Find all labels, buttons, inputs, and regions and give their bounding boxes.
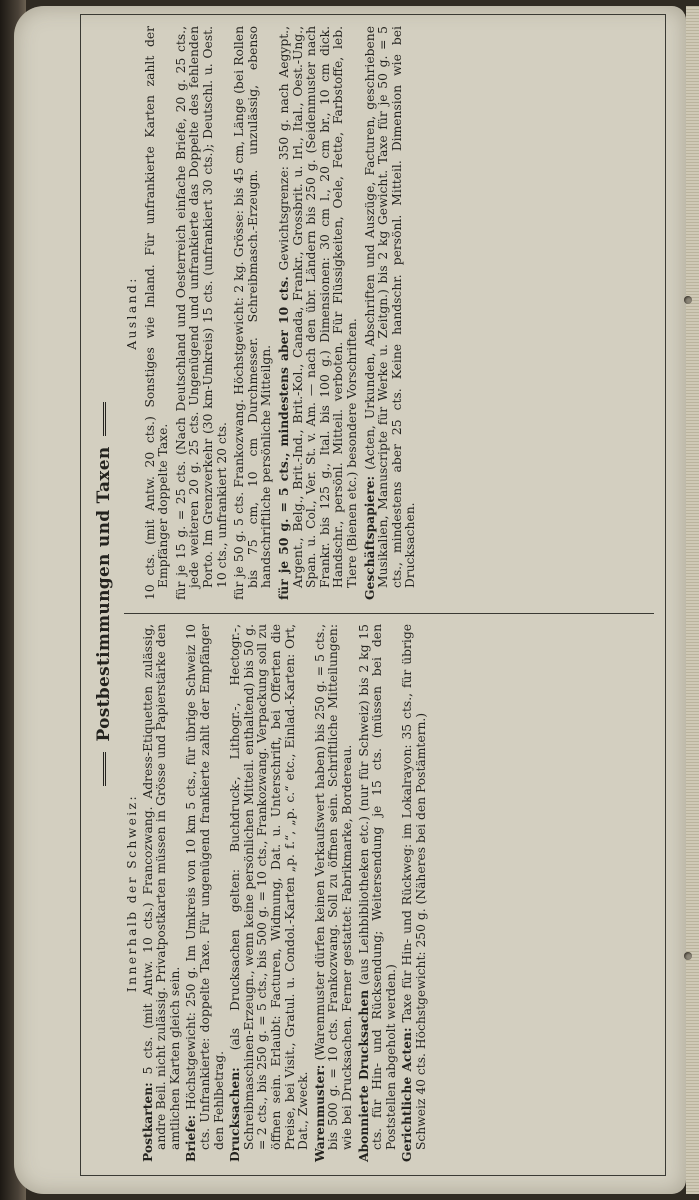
entry-term: Briefe: — [183, 1114, 199, 1162]
inland-heading: Innerhalb der Schweiz: — [125, 793, 139, 993]
entry-term: Postkarten: — [139, 1082, 155, 1162]
binding-hole — [684, 296, 692, 304]
entry-term: Geschäftspapiere: — [361, 475, 377, 600]
column-divider — [124, 612, 654, 614]
entry-term: Warenmuster: — [311, 1064, 327, 1162]
title-rule-right — [103, 402, 106, 436]
entry-text: Gewichtsgrenze: 350 g. nach Aegypt., Argent., Belg., Brit.-Ind., Brit.-Kol., Canada, Frankr., Grossbrit. u. Irl., Ital., Oest.-Ung., Span. u. Col., Ver. St. v. Am. — nach den übr. Ländern bis 250 g. (Seidenmuster nach Frankr. bis 125 g., Ital. bis 100 g.) Dimensionen: 30 cm l., 20 cm br., 10 cm dick. Handschr., persönl. Mitteil. verboten. Für Flüssigkeiten, Oele, Fette, Farbstoffe, leb. Tiere (Bienen etc.) besondere Vorschriften. — [276, 26, 359, 588]
entry-text: (Warenmuster dürfen keinen Verkaufswert haben) bis 250 g. = 5 cts., bis 500 g. = 10 cts. Frankozwang. Soll zu öffnen sein. Schriftliche Mitteilungen: wie bei Drucksachen. Ferner gestattet: Fabrikmarke, Bordereau. — [312, 624, 354, 1150]
entry-text: (aus Leihbibliotheken etc.) (nur für Schweiz) bis 2 kg 15 cts. für Hin- und Rücksendung; Weitersendung je 15 cts. (müssen bei den Poststellen abgeholt werden.) — [356, 623, 398, 1150]
entry-term: Drucksachen: — [227, 1067, 243, 1162]
entry-warenmuster-ausland — [277, 26, 360, 600]
inland-column — [126, 624, 430, 1162]
entry-briefe-ausland — [174, 26, 229, 600]
entry-term: Gerichtliche Acten: — [399, 1027, 415, 1162]
entry-drucksachen — [228, 624, 311, 1162]
entry-gerichtliche-acten — [400, 624, 428, 1162]
entry-postkarten — [141, 624, 183, 1162]
binding-hole — [684, 952, 692, 960]
entry-drucksachen-ausland — [232, 26, 274, 600]
entry-postkarten-ausland — [143, 26, 171, 600]
entry-text: (als Drucksachen gelten: Buchdruck-, Lithogr.-, Hectogr.-, Schreibmaschinen-Erzeugn., wenn keine persönlichen Mitteil. enthaltend) bis 50 g. = 2 cts., bis 250 g. = 5 cts., bis 500 g. = 10 cts., Frankozwang. Verpackung soll zu öffnen sein. Erlaubt: Facturen, Widmung, Dat. u. Unterschrift, bei Offerten die Preise, bei Visit., Gratul. u. Condol.-Karten „p. f.“, „p. c.“ etc., Einlad.-Karten: Ort, Dat., Zweck. — [228, 624, 311, 1150]
page-title — [84, 14, 124, 1174]
title-text: Postbestimmungen und Taxen — [94, 446, 114, 742]
entry-text: 10 cts. (mit Antw. 20 cts.) Sonstiges wie Inland. Für unfrankierte Karten zahlt der Empfänger doppelte Taxe. — [142, 26, 171, 600]
page-edge — [686, 6, 699, 1194]
entry-abonnierte-drucksachen — [357, 624, 399, 1162]
entry-text: (Acten, Urkunden, Abschriften und Auszüge, Facturen, geschriebene Musikalien, Manuscripte für Werke u. Zeitgn.) bis 2 kg Gewicht. Taxe für je 50 g. = 5 cts., mindestens aber 25 cts. Keine handschr. persönl. Mitteil. Dimension wie bei Drucksachen. — [362, 26, 418, 588]
rotated-content — [80, 14, 664, 1174]
entry-text: für je 50 g. 5 cts. Frankozwang. Höchstgewicht: 2 kg. Grösse: bis 45 cm, Länge (bei Rollen bis 75 cm, 10 cm Durchmesser. Schreibmasch.-Erzeugn. unzulässig, ebenso handschriftliche persönliche Mitteilgn. — [232, 26, 274, 600]
abroad-column — [126, 26, 420, 600]
entry-term: für je 50 g. = 5 cts., mindestens aber 10 cts. — [275, 276, 291, 600]
abroad-heading: Ausland: — [125, 276, 139, 350]
entry-geschaeftspapiere — [363, 26, 418, 600]
entry-text: Taxe für Hin- und Rückweg: im Lokalrayon: 35 cts., für übrige Schweiz 40 cts. Höchstgewicht: 250 g. (Näheres bei den Postämtern.) — [400, 624, 428, 1150]
title-rule-left — [103, 752, 106, 786]
entry-warenmuster — [313, 624, 355, 1162]
entry-text: 5 cts. (mit Antw. 10 cts.) Francozwang. Adress-Etiquetten zulässig, andre Beil. nicht zulässig. Privatpostkarten müssen in Grösse und Papierstärke den amtlichen Karten gleich sein. — [140, 624, 182, 1150]
entry-term: Abonnierte Drucksachen — [355, 989, 371, 1162]
entry-text: Höchstgewicht: 250 g. Im Umkreis von 10 km 5 cts., für übrige Schweiz 10 cts. Unfrankierte: doppelte Taxe. Für ungenügend frankierte zahlt der Empfänger den Fehlbetrag. — [184, 624, 226, 1150]
entry-text: für je 15 g. = 25 cts. (Nach Deutschland und Oesterreich einfache Briefe, 20 g. 25 cts., jede weiteren 20 g. 25 cts. Ungenügend und unfrankierte das Doppelte des fehlenden Porto. Im Grenzverkehr (30 km-Umkreis) 15 cts. (unfrankiert 30 cts.); Deutschl. u. Oest. 10 cts., unfrankiert 20 cts. — [173, 26, 229, 600]
entry-briefe — [184, 624, 226, 1162]
